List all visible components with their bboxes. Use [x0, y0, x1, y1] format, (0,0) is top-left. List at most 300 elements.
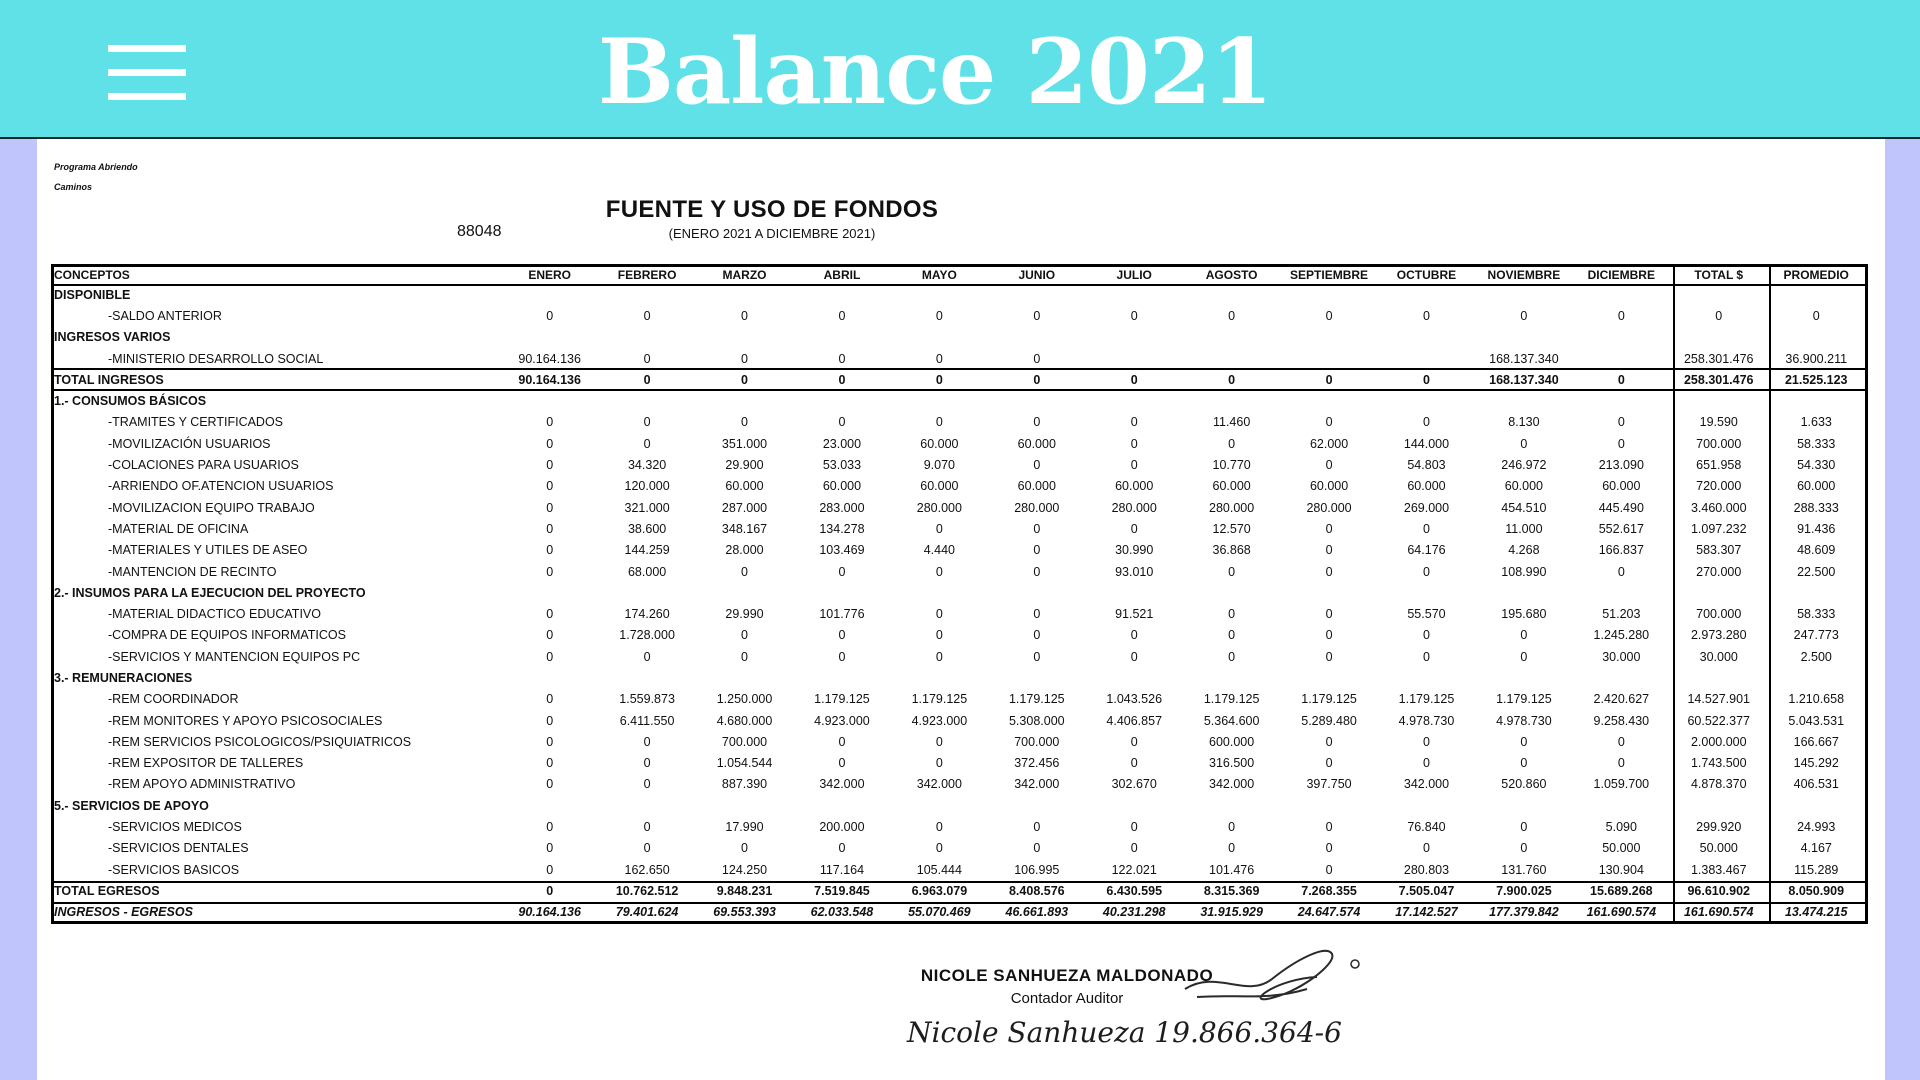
- table-cell: 0: [643, 308, 651, 323]
- table-cell: 60.000: [1602, 479, 1641, 494]
- table-cell: 4.923.000: [911, 713, 968, 728]
- column-header: JULIO: [1116, 268, 1152, 282]
- row-label: -REM EXPOSITOR DE TALLERES: [108, 756, 304, 771]
- table-cell: 69.553.393: [713, 905, 776, 920]
- table-cell: 246.972: [1501, 458, 1547, 473]
- handwritten-signature: Nicole Sanhueza 19.866.364-6: [907, 1016, 1342, 1049]
- table-cell: 270.000: [1696, 564, 1742, 579]
- table-cell: 200.000: [819, 820, 865, 835]
- column-header: CONCEPTOS: [54, 268, 130, 282]
- table-cell: 0: [935, 351, 943, 366]
- table-cell: 8.315.369: [1203, 883, 1260, 898]
- table-cell: 91.521: [1115, 607, 1154, 622]
- table-cell: 0: [1130, 308, 1138, 323]
- table-cell: [1086, 284, 1183, 305]
- table-cell: 79.401.624: [615, 905, 679, 920]
- row-label: 1.- CONSUMOS BÁSICOS: [54, 394, 207, 409]
- table-cell: 0: [546, 756, 554, 771]
- table-cell: 58.333: [1797, 436, 1836, 451]
- table-cell: [501, 284, 598, 305]
- table-cell: 0: [546, 883, 554, 898]
- table-cell: 0: [1423, 372, 1430, 387]
- table-cell: 1.633: [1800, 415, 1832, 430]
- table-cell: 134.278: [819, 521, 865, 536]
- table-cell: 0: [1520, 841, 1528, 856]
- table-cell: 124.250: [721, 862, 768, 877]
- table-cell: [1670, 390, 1767, 411]
- table-cell: 0: [546, 713, 554, 728]
- table-cell: 105.444: [916, 862, 962, 877]
- table-cell: 131.760: [1501, 862, 1547, 877]
- table-cell: 552.617: [1598, 521, 1644, 536]
- row-label: -REM MONITORES Y APOYO PSICOSOCIALES: [108, 713, 383, 728]
- table-cell: 287.000: [721, 500, 768, 515]
- table-cell: 0: [1033, 308, 1041, 323]
- table-cell: 166.667: [1793, 734, 1839, 749]
- table-cell: 0: [1520, 308, 1528, 323]
- table-cell: 60.000: [1504, 479, 1544, 494]
- table-cell: [1573, 390, 1670, 411]
- table-cell: 29.900: [725, 458, 764, 473]
- row-label: -COMPRA DE EQUIPOS INFORMATICOS: [108, 628, 346, 643]
- table-cell: 0: [1130, 372, 1138, 387]
- table-cell: [891, 390, 988, 411]
- table-cell: 0: [1130, 756, 1138, 771]
- table-cell: [988, 667, 1085, 688]
- table-cell: 700.000: [1014, 734, 1060, 749]
- table-cell: 55.570: [1407, 607, 1446, 622]
- table-cell: 0: [1617, 756, 1625, 771]
- table-cell: [1183, 795, 1280, 816]
- column-header: ABRIL: [823, 268, 861, 282]
- table-cell: [696, 284, 793, 305]
- table-cell: 0: [1520, 820, 1528, 835]
- table-cell: 0: [1033, 415, 1041, 430]
- table-cell: 2.000.000: [1690, 734, 1747, 749]
- table-cell: 51.203: [1602, 607, 1641, 622]
- table-cell: 302.670: [1111, 777, 1157, 792]
- table-cell: 101.776: [819, 607, 865, 622]
- table-cell: 120.000: [624, 479, 670, 494]
- table-cell: 0: [1325, 756, 1333, 771]
- table-cell: 406.531: [1793, 777, 1839, 792]
- table-cell: 10.770: [1212, 458, 1251, 473]
- row-label: -SALDO ANTERIOR: [108, 308, 222, 323]
- table-cell: 6.430.595: [1106, 883, 1163, 898]
- table-cell: 0: [1325, 458, 1333, 473]
- table-cell: 0: [935, 308, 943, 323]
- table-cell: 0: [838, 841, 846, 856]
- table-cell: 21.525.123: [1784, 372, 1848, 387]
- table-row: [54, 774, 1865, 795]
- table-cell: [988, 390, 1085, 411]
- table-cell: 0: [546, 521, 554, 536]
- table-cell: 0: [643, 351, 651, 366]
- page-title: Balance 2021: [597, 19, 1273, 125]
- section-row: [54, 284, 1865, 305]
- row-label: -MOVILIZACION EQUIPO TRABAJO: [108, 500, 315, 515]
- table-cell: [598, 667, 695, 688]
- table-cell: 1.210.658: [1788, 692, 1845, 707]
- row-label: -SERVICIOS BASICOS: [108, 862, 240, 877]
- table-row: [54, 816, 1865, 837]
- table-row: [54, 433, 1865, 454]
- table-cell: 9.070: [923, 458, 955, 473]
- table-cell: 700.000: [1696, 436, 1742, 451]
- table-cell: 0: [546, 564, 554, 579]
- table-cell: 30.990: [1115, 543, 1154, 558]
- row-label: DISPONIBLE: [54, 287, 131, 302]
- table-cell: 55.070.469: [908, 905, 971, 920]
- table-cell: 0: [1130, 628, 1138, 643]
- row-label: -MATERIALES Y UTILES DE ASEO: [108, 543, 308, 558]
- table-cell: 372.456: [1014, 756, 1060, 771]
- table-cell: 700.000: [721, 734, 768, 749]
- table-cell: 60.522.377: [1687, 713, 1751, 728]
- section-row: [54, 390, 1865, 411]
- table-cell: 5.090: [1605, 820, 1637, 835]
- table-cell: 0: [1325, 820, 1333, 835]
- table-row: [54, 625, 1865, 646]
- table-cell: 0: [1228, 372, 1236, 387]
- table-cell: [1378, 348, 1475, 369]
- table-cell: 115.289: [1794, 862, 1839, 877]
- table-cell: 10.762.512: [615, 883, 679, 898]
- table-cell: 0: [643, 436, 651, 451]
- column-header: PROMEDIO: [1783, 268, 1849, 282]
- table-cell: [501, 582, 598, 603]
- table-cell: 700.000: [1696, 607, 1742, 622]
- table-cell: 14.527.901: [1687, 692, 1751, 707]
- column-header: OCTUBRE: [1396, 268, 1457, 282]
- header-bar: [0, 0, 1920, 139]
- table-cell: 60.000: [1115, 479, 1154, 494]
- table-cell: 60.000: [1017, 479, 1056, 494]
- row-label: 2.- INSUMOS PARA LA EJECUCION DEL PROYECTO: [54, 585, 366, 600]
- signatory-role: Contador Auditor: [1010, 990, 1124, 1007]
- table-cell: 0: [1325, 564, 1333, 579]
- table-cell: [1183, 284, 1280, 305]
- table-cell: [1767, 327, 1865, 348]
- table-cell: 23.000: [822, 436, 862, 451]
- table-cell: 1.179.125: [1398, 692, 1455, 707]
- table-cell: 0: [1228, 820, 1236, 835]
- table-cell: [1573, 327, 1670, 348]
- table-cell: [501, 327, 598, 348]
- table-cell: 887.390: [721, 777, 768, 792]
- table-cell: 162.650: [624, 862, 670, 877]
- table-cell: 0: [546, 308, 554, 323]
- table-row: [54, 305, 1865, 326]
- table-cell: 4.923.000: [814, 713, 870, 728]
- row-label: -SERVICIOS Y MANTENCION EQUIPOS PC: [108, 649, 361, 664]
- table-cell: 168.137.340: [1489, 351, 1559, 366]
- table-cell: 145.292: [1793, 756, 1839, 771]
- table-cell: [1475, 582, 1572, 603]
- row-label: INGRESOS VARIOS: [54, 330, 171, 345]
- table-row: [54, 454, 1865, 475]
- table-cell: [696, 327, 793, 348]
- table-cell: [891, 667, 988, 688]
- table-cell: 0: [1228, 607, 1236, 622]
- column-header: MARZO: [722, 268, 767, 282]
- table-cell: [1183, 582, 1280, 603]
- signatory-name: NICOLE SANHUEZA MALDONADO: [920, 966, 1214, 985]
- column-header: JUNIO: [1018, 268, 1056, 282]
- table-cell: 54.803: [1407, 458, 1446, 473]
- table-row: [54, 753, 1865, 774]
- table-cell: 0: [1130, 820, 1138, 835]
- table-cell: 0: [741, 415, 748, 430]
- table-cell: 30.000: [1699, 649, 1738, 664]
- row-label: -TRAMITES Y CERTIFICADOS: [108, 415, 284, 430]
- table-cell: 7.268.355: [1301, 883, 1357, 898]
- table-cell: 0: [546, 692, 554, 707]
- table-cell: 0: [1520, 649, 1528, 664]
- table-cell: 0: [1520, 734, 1528, 749]
- table-cell: 0: [1033, 841, 1041, 856]
- column-header: AGOSTO: [1205, 268, 1258, 282]
- table-cell: 0: [741, 351, 748, 366]
- table-header-row: [54, 266, 1865, 284]
- table-cell: [1767, 284, 1865, 305]
- table-cell: 58.333: [1797, 607, 1836, 622]
- table-cell: 280.803: [1403, 862, 1450, 877]
- table-cell: 0: [546, 436, 554, 451]
- table-cell: 280.000: [1014, 500, 1060, 515]
- row-label: -MATERIAL DIDACTICO EDUCATIVO: [108, 607, 321, 622]
- table-cell: [1767, 390, 1865, 411]
- table-cell: [988, 327, 1085, 348]
- table-cell: 0: [1423, 564, 1430, 579]
- table-cell: 0: [1033, 521, 1041, 536]
- table-cell: 48.609: [1797, 543, 1836, 558]
- table-cell: 1.728.000: [619, 628, 675, 643]
- table-cell: [1670, 667, 1767, 688]
- table-cell: 258.301.476: [1683, 351, 1754, 366]
- table-cell: 0: [1228, 649, 1236, 664]
- table-cell: [1475, 667, 1572, 688]
- document-page: [37, 139, 1885, 1080]
- table-cell: 0: [643, 820, 651, 835]
- table-cell: 5.043.531: [1788, 713, 1845, 728]
- table-cell: [1183, 348, 1280, 369]
- table-cell: 454.510: [1501, 500, 1547, 515]
- table-row: [54, 412, 1865, 433]
- table-cell: [1670, 795, 1767, 816]
- table-cell: 0: [643, 756, 651, 771]
- column-header: FEBRERO: [617, 268, 677, 282]
- table-row: [54, 859, 1865, 880]
- table-cell: 0: [1325, 607, 1333, 622]
- table-cell: 0: [935, 734, 943, 749]
- table-cell: 1.179.125: [1008, 692, 1065, 707]
- table-cell: [1086, 795, 1183, 816]
- table-cell: 0: [741, 308, 748, 323]
- table-cell: 30.000: [1602, 649, 1641, 664]
- table-cell: 0: [935, 649, 943, 664]
- table-cell: [1086, 327, 1183, 348]
- table-cell: 0: [935, 820, 943, 835]
- table-cell: 342.000: [819, 777, 865, 792]
- column-header: TOTAL $: [1694, 268, 1744, 282]
- table-cell: 1.043.526: [1106, 692, 1163, 707]
- table-cell: 247.773: [1793, 628, 1839, 643]
- table-row: [54, 710, 1865, 731]
- table-cell: 161.690.574: [1683, 905, 1754, 920]
- table-cell: 1.383.467: [1690, 862, 1747, 877]
- table-cell: 0: [838, 734, 846, 749]
- table-cell: 600.000: [1209, 734, 1255, 749]
- table-cell: 0: [643, 372, 651, 387]
- table-cell: 0: [838, 649, 846, 664]
- table-cell: [1767, 582, 1865, 603]
- table-cell: 166.837: [1598, 543, 1644, 558]
- document-code: 88048: [457, 223, 502, 240]
- table-cell: [1183, 327, 1280, 348]
- table-cell: [1378, 582, 1475, 603]
- table-cell: [1378, 327, 1475, 348]
- table-cell: [1573, 348, 1670, 369]
- table-cell: 0: [1325, 628, 1333, 643]
- table-cell: 0: [546, 862, 554, 877]
- table-cell: 3.460.000: [1690, 500, 1747, 515]
- table-cell: 4.167: [1800, 841, 1832, 856]
- table-cell: 60.000: [822, 479, 862, 494]
- table-cell: 0: [1423, 841, 1430, 856]
- table-cell: 19.590: [1699, 415, 1738, 430]
- table-cell: 1.179.125: [911, 692, 968, 707]
- table-cell: 0: [1423, 308, 1430, 323]
- table-cell: [1378, 795, 1475, 816]
- table-cell: 0: [1228, 308, 1236, 323]
- table-cell: 280.000: [1209, 500, 1255, 515]
- table-cell: 8.408.576: [1008, 883, 1065, 898]
- table-cell: 0: [741, 564, 748, 579]
- table-cell: 0: [1130, 649, 1138, 664]
- table-cell: [793, 284, 890, 305]
- row-label: -REM APOYO ADMINISTRATIVO: [108, 777, 296, 792]
- table-cell: 280.000: [1111, 500, 1157, 515]
- table-cell: [1086, 390, 1183, 411]
- document-subtitle: (ENERO 2021 A DICIEMBRE 2021): [668, 226, 876, 241]
- table-cell: 4.268: [1508, 543, 1540, 558]
- table-cell: 68.000: [627, 564, 667, 579]
- table-cell: [501, 390, 598, 411]
- table-cell: 6.411.550: [619, 713, 675, 728]
- table-cell: [1670, 284, 1767, 305]
- table-cell: 0: [935, 372, 943, 387]
- table-cell: 8.050.909: [1788, 883, 1845, 898]
- table-cell: 0: [1325, 415, 1333, 430]
- table-row: [54, 838, 1865, 859]
- table-cell: 280.000: [916, 500, 962, 515]
- table-cell: 342.000: [1014, 777, 1060, 792]
- table-cell: 0: [1130, 415, 1138, 430]
- table-cell: 0: [546, 543, 554, 558]
- table-cell: [696, 582, 793, 603]
- table-cell: 60.000: [725, 479, 764, 494]
- table-cell: 1.179.125: [1301, 692, 1357, 707]
- table-cell: 34.320: [627, 458, 667, 473]
- table-cell: 280.000: [1306, 500, 1352, 515]
- table-cell: [793, 582, 890, 603]
- table-cell: [891, 582, 988, 603]
- table-cell: 0: [546, 777, 554, 792]
- table-cell: 0: [838, 564, 846, 579]
- table-cell: 0: [1033, 628, 1041, 643]
- table-row: [54, 348, 1865, 369]
- table-cell: 106.995: [1014, 862, 1060, 877]
- row-label: -REM COORDINADOR: [108, 692, 239, 707]
- table-cell: 7.505.047: [1398, 883, 1455, 898]
- table-cell: 40.231.298: [1102, 905, 1166, 920]
- table-row: [54, 731, 1865, 752]
- table-cell: 4.680.000: [716, 713, 773, 728]
- table-cell: 0: [741, 628, 748, 643]
- table-cell: 213.090: [1598, 458, 1644, 473]
- table-cell: 0: [1617, 734, 1625, 749]
- table-cell: [891, 284, 988, 305]
- table-cell: 283.000: [819, 500, 865, 515]
- table-cell: 0: [1325, 649, 1333, 664]
- table-cell: [1573, 582, 1670, 603]
- table-cell: 0: [1325, 372, 1333, 387]
- table-cell: 0: [1033, 607, 1041, 622]
- funds-table: [54, 266, 1865, 923]
- table-cell: [793, 390, 890, 411]
- table-cell: 2.500: [1800, 649, 1832, 664]
- table-cell: [1086, 582, 1183, 603]
- table-cell: 60.000: [1212, 479, 1251, 494]
- table-cell: 1.245.280: [1593, 628, 1650, 643]
- table-cell: 4.406.857: [1106, 713, 1163, 728]
- document-title: FUENTE Y USO DE FONDOS: [605, 196, 939, 223]
- table-cell: 0: [1130, 521, 1138, 536]
- row-label: INGRESOS - EGRESOS: [54, 905, 193, 920]
- table-cell: 1.054.544: [716, 756, 773, 771]
- table-cell: 316.500: [1209, 756, 1255, 771]
- column-header: MAYO: [921, 268, 957, 282]
- table-cell: 0: [1130, 436, 1138, 451]
- table-cell: 1.559.873: [619, 692, 675, 707]
- table-cell: 101.476: [1209, 862, 1255, 877]
- section-row: [54, 582, 1865, 603]
- table-cell: [1475, 284, 1572, 305]
- table-cell: 117.164: [819, 862, 865, 877]
- table-cell: 0: [1325, 308, 1333, 323]
- table-cell: 0: [741, 841, 748, 856]
- row-label: -SERVICIOS DENTALES: [108, 841, 249, 856]
- table-cell: 4.440: [923, 543, 955, 558]
- table-cell: 60.000: [1309, 479, 1349, 494]
- table-cell: 1.059.700: [1593, 777, 1650, 792]
- table-cell: [1378, 390, 1475, 411]
- table-cell: 31.915.929: [1200, 905, 1263, 920]
- table-cell: [1280, 582, 1377, 603]
- table-cell: 11.000: [1505, 521, 1543, 536]
- table-cell: [793, 327, 890, 348]
- table-cell: [598, 284, 695, 305]
- table-cell: 17.142.527: [1395, 905, 1458, 920]
- total-row: [54, 369, 1865, 390]
- table-cell: 0: [935, 564, 943, 579]
- table-cell: 0: [1617, 564, 1625, 579]
- table-cell: 36.900.211: [1785, 351, 1848, 366]
- table-cell: 0: [546, 500, 554, 515]
- table-cell: 0: [1617, 308, 1625, 323]
- table-cell: 144.000: [1403, 436, 1450, 451]
